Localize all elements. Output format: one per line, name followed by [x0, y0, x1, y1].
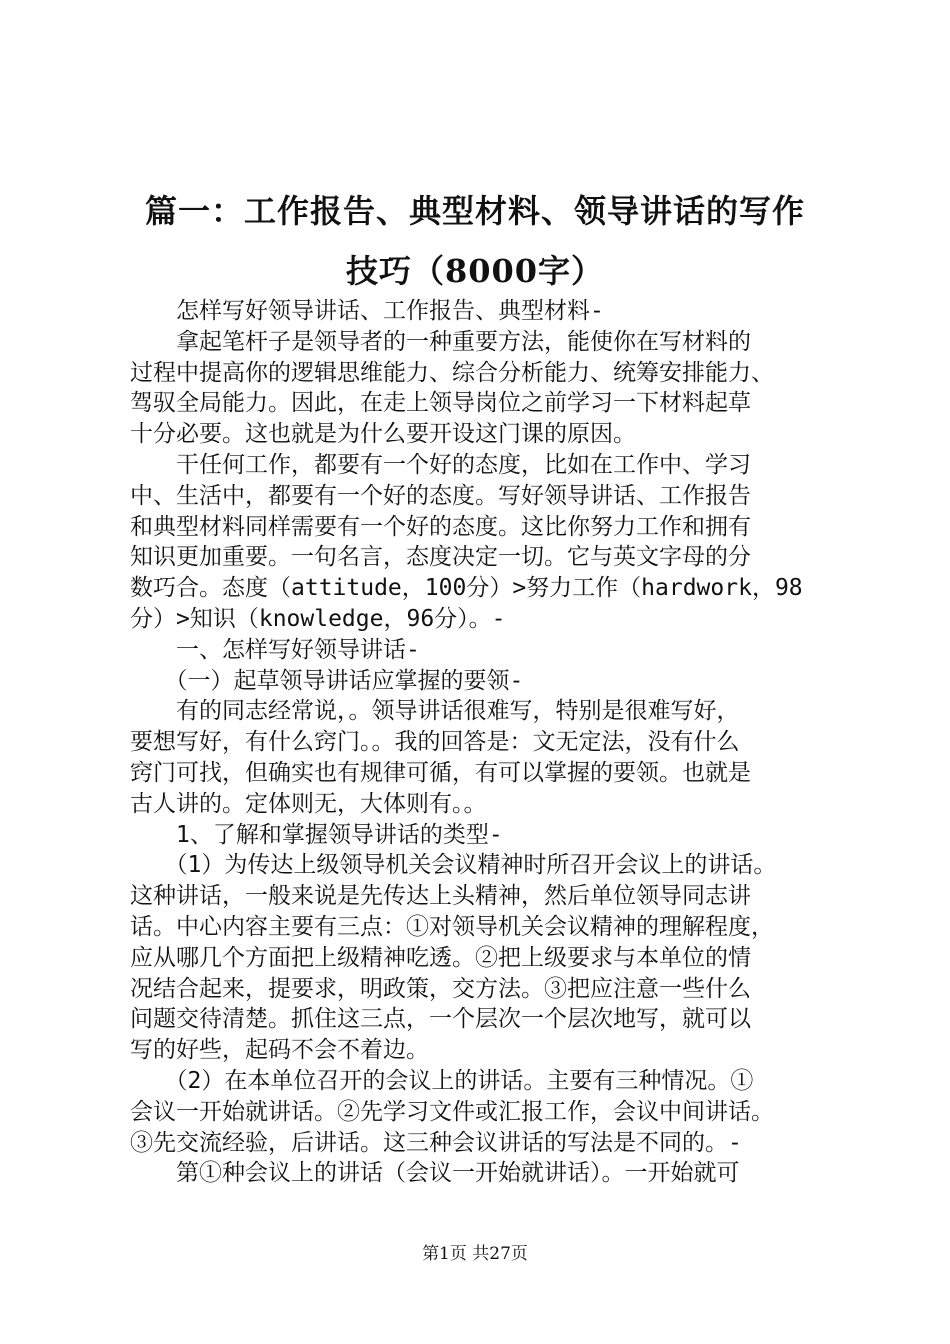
body-line: （2）在本单位召开的会议上的讲话。主要有三种情况。①: [130, 1067, 754, 1094]
body-line: 第①种会议上的讲话（会议一开始就讲话）。一开始就可: [130, 1160, 740, 1187]
body-line: 拿起笔杆子是领导者的一种重要方法，能使你在写材料的: [130, 328, 751, 355]
body-line: 会议一开始就讲话。②先学习文件或汇报工作，会议中间讲话。: [130, 1098, 774, 1125]
body-line: 有的同志经常说，。领导讲话很难写，特别是很难写好，: [130, 698, 740, 725]
body-line: 一、怎样写好领导讲话-: [130, 636, 420, 663]
document-title-line-1: 篇一：工作报告、典型材料、领导讲话的写作: [144, 192, 805, 230]
body-line: 这种讲话，一般来说是先传达上头精神，然后单位领导同志讲: [130, 883, 751, 910]
body-line: 要想写好，有什么窍门。。我的回答是：文无定法，没有什么: [130, 729, 740, 756]
body-line: 况结合起来，提要求，明政策，交方法。③把应注意一些什么: [130, 975, 751, 1002]
body-line: 应从哪几个方面把上级精神吃透。②把上级要求与本单位的情: [130, 944, 751, 971]
body-line: 古人讲的。定体则无，大体则有。。: [130, 790, 487, 817]
body-line: 干任何工作，都要有一个好的态度，比如在工作中、学习: [130, 451, 751, 478]
body-line: 十分必要。这也就是为什么要开设这门课的原因。: [130, 421, 636, 448]
document-body: [130, 296, 830, 1189]
body-line: 怎样写好领导讲话、工作报告、典型材料-: [130, 298, 604, 324]
body-line: 窍门可找，但确实也有规律可循，有可以掌握的要领。也就是: [130, 759, 751, 786]
body-line: 1、了解和掌握领导讲话的类型-: [130, 821, 503, 848]
body-line: 驾驭全局能力。因此，在走上领导岗位之前学习一下材料起草: [130, 390, 751, 417]
document-title-line-2: 技巧（8000字）: [345, 252, 605, 290]
body-line: （1）为传达上级领导机关会议精神时所召开会议上的讲话。: [130, 852, 777, 879]
body-line: 话。中心内容主要有三点：①对领导机关会议精神的理解程度，: [130, 913, 774, 940]
body-line: （一）起草领导讲话应掌握的要领-: [130, 667, 524, 694]
body-line: 和典型材料同样需要有一个好的态度。这比你努力工作和拥有: [130, 513, 751, 540]
body-line: 写的好些，起码不会不着边。: [130, 1037, 429, 1064]
body-line: 中、生活中，都要有一个好的态度。写好领导讲话、工作报告: [130, 482, 751, 509]
page-footer: 第1页 共27页: [422, 1244, 528, 1264]
body-line: 数巧合。态度（attitude，100分）>努力工作（hardwork，98: [130, 575, 803, 602]
body-line: 过程中提高你的逻辑思维能力、综合分析能力、统筹安排能力、: [130, 359, 774, 386]
body-line: 知识更加重要。一句名言，态度决定一切。它与英文字母的分: [130, 544, 751, 571]
body-line: 问题交待清楚。抓住这三点，一个层次一个层次地写，就可以: [130, 1006, 751, 1033]
body-line: ③先交流经验，后讲话。这三种会议讲话的写法是不同的。-: [130, 1129, 742, 1156]
body-line: 分）>知识（knowledge，96分）。-: [130, 605, 506, 632]
